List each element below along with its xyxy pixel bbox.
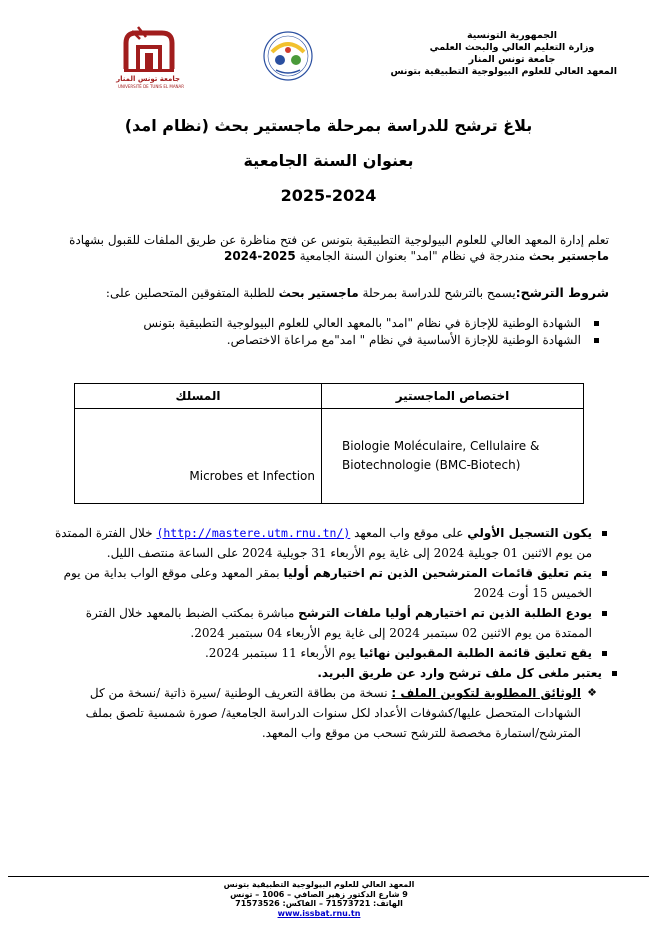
conditions-label: شروط الترشح: bbox=[515, 285, 609, 300]
header-line-university: جامعة تونس المنار bbox=[468, 54, 556, 65]
issbat-logo bbox=[262, 30, 314, 84]
table-row bbox=[75, 409, 584, 504]
bullet-square-icon bbox=[612, 671, 617, 676]
master-table bbox=[74, 383, 584, 504]
intro-paragraph bbox=[49, 232, 609, 264]
bullet-square-icon bbox=[594, 321, 599, 326]
list-item bbox=[69, 332, 609, 349]
docs-text: نسخة من بطاقة التعريف الوطنية /سيرة ذاتية /نسخة من كل الشهادات المتحصل عليها/كشوفات الأعداد لكل سنوات الدراسة الجامعية/ صورة شمسية تلصق بملف المترشح/استمارة مخصصة للترشح تسحب من موقع واب المعهد. bbox=[85, 686, 581, 740]
step-text: على موقع واب المعهد bbox=[350, 526, 468, 540]
conditions-list bbox=[69, 315, 609, 349]
table-header-row bbox=[75, 384, 584, 409]
utm-emblem-icon bbox=[118, 25, 180, 75]
bullet-square-icon bbox=[594, 338, 599, 343]
step-mail-rejected bbox=[49, 663, 619, 683]
utm-logo bbox=[116, 25, 185, 91]
step-registration bbox=[49, 523, 609, 563]
header-track: المسلك bbox=[75, 384, 322, 409]
docs-label: الوثائق المطلوبة لتكوين الملف : bbox=[391, 686, 581, 700]
footer-divider bbox=[8, 876, 649, 877]
title-line-year: 2025-2024 bbox=[280, 186, 377, 205]
footer-institute: المعهد العالي للعلوم البيولوجية التطبيقية بتونس bbox=[223, 880, 415, 889]
announcement-title bbox=[0, 115, 657, 207]
intro-bold-year: 2025-2024 bbox=[223, 249, 296, 263]
step-bold: يعتبر ملغى كل ملف ترشح وارد عن طريق البريد. bbox=[317, 666, 602, 680]
procedure-steps bbox=[49, 523, 609, 743]
intro-text: تعلم إدارة المعهد العالي للعلوم البيولوجية التطبيقية بتونس عن فتح مناظرة عن طريق الملفات للقبول بشهادة bbox=[69, 233, 609, 247]
specialty-line: Biologie Moléculaire, Cellulaire & bbox=[342, 439, 540, 453]
bullet-square-icon bbox=[602, 531, 607, 536]
conditions-text-end: للطلبة المتفوقين المتحصلين على: bbox=[105, 286, 279, 300]
conditions-paragraph bbox=[49, 285, 609, 301]
cell-track: Microbes et Infection bbox=[75, 409, 322, 504]
step-final-list bbox=[49, 643, 609, 663]
specialty-line: Biotechnologie (BMC-Biotech) bbox=[342, 458, 521, 472]
header-specialty: اختصاص الماجستير bbox=[322, 384, 584, 409]
bullet-square-icon bbox=[602, 651, 607, 656]
header-line-ministry: وزارة التعليم العالي والبحث العلمي bbox=[429, 42, 595, 53]
step-text: يوم الأربعاء 11 سبتمبر 2024. bbox=[204, 646, 360, 660]
title-line-year-label: بعنوان السنة الجامعية bbox=[243, 151, 414, 170]
title-line-main: بلاغ ترشح للدراسة بمرحلة ماجستير بحث (نظام امد) bbox=[124, 116, 533, 135]
step-bold: يتم تعليق قائمات المترشحين الذين تم اختيارهم أوليا bbox=[283, 566, 592, 580]
step-text: خلال الفترة الممتدة من يوم الاثنين 01 جويلية 2024 إلى غاية يوم الأربعاء 31 جويلية 2024 على الساعة منتصف الليل. bbox=[55, 526, 592, 560]
utm-caption-ar: جامعة تونس المنار bbox=[116, 75, 180, 83]
diamond-bullet-icon: ❖ bbox=[587, 686, 597, 699]
step-bold: يقع تعليق قائمة الطلبة المقبولين نهائيا bbox=[359, 646, 592, 660]
bullet-square-icon bbox=[602, 611, 607, 616]
step-text: بمقر المعهد وعلى موقع الواب بداية من يوم الخميس 15 أوت 2024 bbox=[63, 566, 592, 600]
bullet-square-icon bbox=[602, 571, 607, 576]
intro-text-mid: مندرجة في نظام "امد" بعنوان السنة الجامعية bbox=[295, 249, 529, 263]
footer-website-link[interactable]: www.issbat.rnu.tn bbox=[277, 908, 361, 918]
cell-specialty bbox=[322, 409, 584, 504]
step-bold: يكون التسجيل الأولي bbox=[467, 526, 592, 540]
step-bold: يودع الطلبة الذين تم اختيارهم أوليا ملفات الترشح bbox=[298, 606, 592, 620]
conditions-bold-master: ماجستير بحث bbox=[278, 286, 359, 300]
step-preselection-list bbox=[49, 563, 609, 603]
condition-text: الشهادة الوطنية للإجازة في نظام "امد" بالمعهد العالي للعلوم البيولوجية التطبيقية بتونس bbox=[143, 316, 581, 330]
step-file-deposit bbox=[49, 603, 609, 643]
intro-bold-master: ماجستير بحث bbox=[528, 249, 609, 263]
footer-address: 9 شارع الدكتور زهير الصافي – 1006 – تونس bbox=[230, 889, 408, 899]
utm-caption-fr: UNIVERSITÉ DE TUNIS EL MANAR bbox=[118, 84, 185, 89]
conditions-text: يسمح بالترشح للدراسة بمرحلة bbox=[358, 286, 516, 300]
institution-header bbox=[390, 30, 617, 78]
required-documents bbox=[49, 683, 609, 743]
mastere-link[interactable]: (http://mastere.utm.rnu.tn/) bbox=[156, 526, 351, 540]
step-text: مباشرة بمكتب الضبط بالمعهد خلال الفترة الممتدة من يوم الاثنين 02 سبتمبر 2024 إلى غاية يوم الأربعاء 04 سبتمبر 2024. bbox=[85, 606, 592, 640]
header-line-institute: المعهد العالي للعلوم البيولوجية التطبيقية بتونس bbox=[390, 66, 617, 77]
list-item bbox=[69, 315, 609, 332]
header-line-republic: الجمهورية التونسية bbox=[467, 30, 557, 41]
condition-text: الشهادة الوطنية للإجازة الأساسية في نظام " امد"مع مراعاة الاختصاص. bbox=[226, 333, 581, 347]
footer bbox=[209, 880, 429, 918]
footer-phone-fax: الهاتف: 71573721 – الفاكس: 71573526 bbox=[235, 899, 403, 908]
